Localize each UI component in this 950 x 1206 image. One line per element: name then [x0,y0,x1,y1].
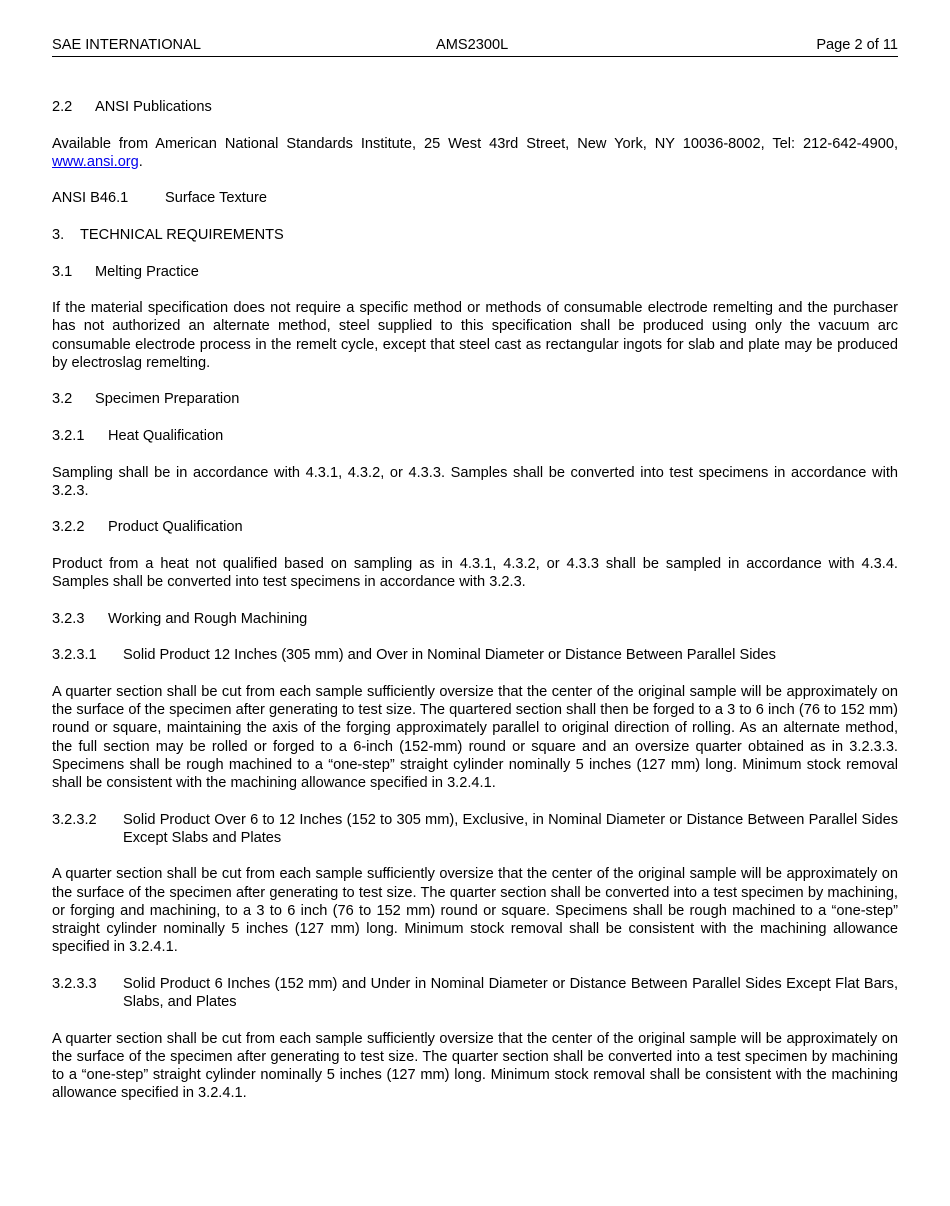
section-title: Working and Rough Machining [108,610,308,627]
section-number: 3.2.1 [52,427,85,444]
reference-code: ANSI B46.1 [52,190,129,207]
section-heading [52,226,898,244]
header-organization: SAE INTERNATIONAL [52,37,201,53]
section-title: Product Qualification [108,519,243,536]
section-number: 3.2.2 [52,519,85,536]
paragraph [52,135,898,171]
section-heading [52,646,898,664]
document-body [52,98,898,1121]
section-heading [52,518,898,536]
section-title: Heat Qualification [108,427,224,444]
reference-entry [52,189,898,207]
section-number: 3.2.3.1 [52,647,97,664]
section-heading [52,610,898,628]
section-title: ANSI Publications [95,99,212,115]
ansi-website-link[interactable]: www.ansi.org [52,153,139,170]
paragraph: Product from a heat not qualified based on sampling as in 4.3.1, 4.3.2, or 4.3.3 shall be sampled in accordance with 4.3.4. Samples shall be converted into test specimens in accordance with 3.2.3. [52,555,898,591]
header-page-number: Page 2 of 11 [816,37,898,53]
document-page [52,36,898,1102]
section-heading [52,975,898,1011]
paragraph: A quarter section shall be cut from each sample sufficiently oversize that the center of the original sample will be approximately on the surface of the specimen after generating to test size. The quartered section shall then be forged to a 3 to 6 inch (76 to 152 mm) round or square, maintaining the axis of the forging approximately parallel to original direction of rolling. As an alternate method, the full section may be rolled or forged to a 6-inch (152-mm) round or square and an oversize quarter obtained as in 3.2.3.3. Specimens shall be rough machined to a “one-step” straight cylinder nominally 5 inches (127 mm) long. Minimum stock removal shall be consistent with the machining allowance specified in 3.2.4.1. [52,683,898,791]
section-heading [52,811,898,847]
section-number: 3.2 [52,391,73,408]
section-title: TECHNICAL REQUIREMENTS [80,226,284,243]
paragraph-text: Available from American National Standards Institute, 25 West 43rd Street, New York, NY 10036-8002, Tel: 212-642-4900, [52,135,898,152]
page-header [52,36,898,57]
paragraph: Sampling shall be in accordance with 4.3.1, 4.3.2, or 4.3.3. Samples shall be converted into test specimens in accordance with 3.2.3. [52,464,898,499]
section-heading [52,427,898,445]
section-title: Solid Product Over 6 to 12 Inches (152 to 305 mm), Exclusive, in Nominal Diameter or Distance Between Parallel Sides Except Slabs and Plates [123,811,898,846]
section-heading [52,390,898,408]
section-number: 2.2 [52,99,73,115]
header-document-number: AMS2300L [436,37,509,53]
paragraph: A quarter section shall be cut from each sample sufficiently oversize that the center of the original sample will be approximately on the surface of the specimen after generating to test size. The quarter section shall be converted into a test specimen by machining to a “one-step” straight cylinder nominally 5 inches (127 mm) long. Minimum stock removal shall be consistent with the machining allowance specified in 3.2.4.1. [52,1030,898,1102]
section-number: 3.2.3.2 [52,811,97,828]
section-title: Melting Practice [95,263,199,280]
section-number: 3.1 [52,263,73,280]
section-title: Specimen Preparation [95,391,240,408]
paragraph: A quarter section shall be cut from each sample sufficiently oversize that the center of the original sample will be approximately on the surface of the specimen after generating to test size. The quarter section shall be converted into a test specimen by machining, or forging and machining, to a 3 to 6 inch (76 to 152 mm) round or square. Specimens shall be rough machined to a “one-step” straight cylinder nominally 5 inches (127 mm) long. Minimum stock removal shall be consistent with the machining allowance specified in 3.2.4.1. [52,866,898,956]
reference-title: Surface Texture [165,190,267,207]
paragraph: If the material specification does not require a specific method or methods of consumable electrode remelting and the purchaser has not authorized an alternate method, steel supplied to this specification shall be produced using only the vacuum arc consumable electrode process in the remelt cycle, except that steel cast as rectangular ingots for slab and plate may be produced by electroslag remelting. [52,300,898,371]
section-heading [52,98,898,116]
paragraph-text-end: . [138,153,143,170]
section-title: Solid Product 6 Inches (152 mm) and Under in Nominal Diameter or Distance Between Parallel Sides Except Flat Bars, Slabs, and Plates [123,975,898,1010]
section-number: 3. [52,226,65,243]
section-title: Solid Product 12 Inches (305 mm) and Over in Nominal Diameter or Distance Between Parallel Sides [123,647,776,664]
section-heading [52,263,898,281]
section-number: 3.2.3.3 [52,975,97,992]
section-number: 3.2.3 [52,610,85,627]
